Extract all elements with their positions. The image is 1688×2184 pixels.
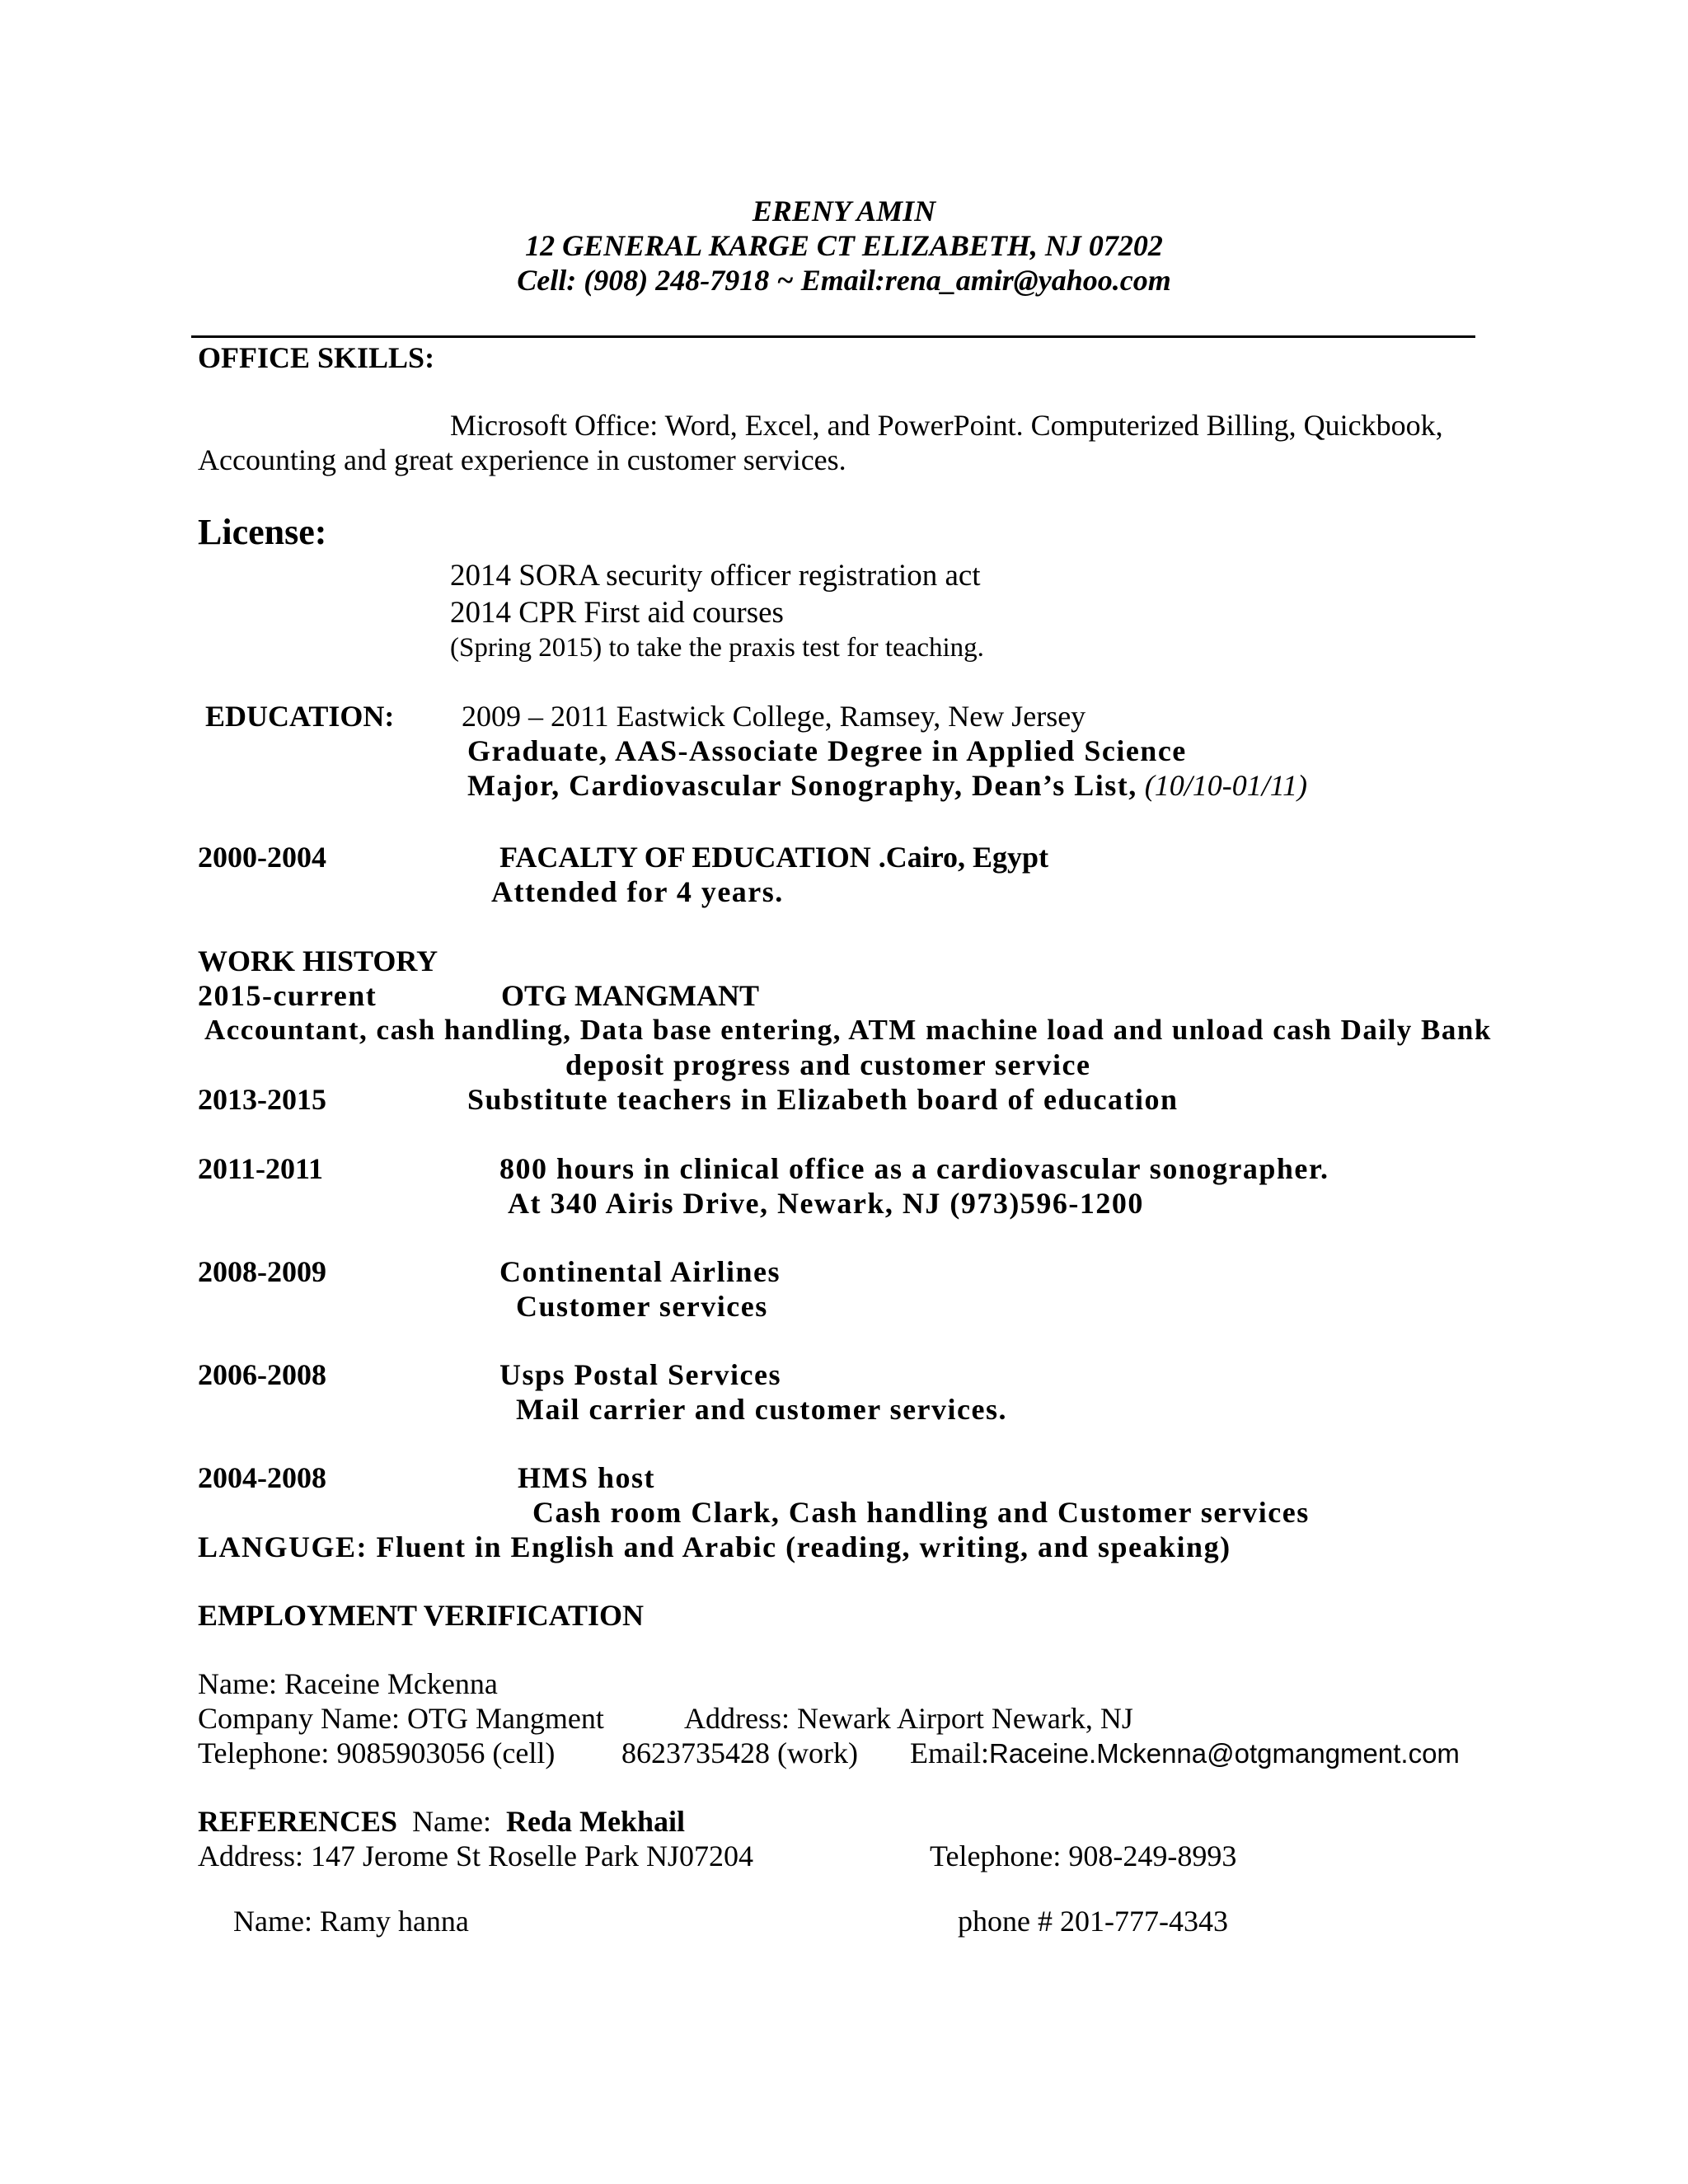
job-title: 800 hours in clinical office as a cardiovascular sonographer. [499,1152,1329,1185]
education-heading: EDUCATION: [205,700,395,733]
references-telephone: Telephone: 908-249-8993 [930,1840,1237,1872]
education-major-dates: (10/10-01/11) [1144,769,1308,802]
job-detail: Mail carrier and customer services. [516,1393,1007,1426]
education-school-2: FACALTY OF EDUCATION .Cairo, Egypt [499,841,1049,874]
job-detail: Accountant, cash handling, Data base entering, ATM machine load and unload cash Daily Bank [204,1014,1492,1046]
employment-telephone: Telephone: 9085903056 (cell) [198,1736,556,1769]
employment-email-label: Email: [910,1736,989,1769]
employment-company: Company Name: OTG Mangment [198,1702,604,1735]
license-heading: License: [198,512,327,552]
office-skills-line-2: Accounting and great experience in customer services. [198,443,846,476]
job-detail: Customer services [516,1290,768,1323]
references-line [198,1807,685,1836]
education-major: Major, Cardiovascular Sonography, Dean’s List, [467,769,1137,802]
job-years: 2015-current [198,979,377,1012]
license-item: 2014 CPR First aid courses [450,596,784,630]
job-years: 2004-2008 [198,1461,326,1494]
education-attended: Attended for 4 years. [491,875,784,908]
applicant-name: ERENY AMIN [752,194,936,227]
job-title: Substitute teachers in Elizabeth board of education [467,1083,1179,1116]
employment-heading: EMPLOYMENT VERIFICATION [198,1599,645,1632]
references-name-label: Name: [412,1805,492,1838]
education-degree: Graduate, AAS-Associate Degree in Applied Science [467,734,1187,767]
employment-email: Raceine.Mckenna@otgmangment.com [988,1738,1460,1769]
applicant-address: 12 GENERAL KARGE CT ELIZABETH, NJ 07202 [525,229,1163,262]
job-years: 2013-2015 [198,1083,326,1116]
job-years: 2006-2008 [198,1358,326,1391]
references-address: Address: 147 Jerome St Roselle Park NJ07204 [198,1840,753,1872]
work-history-heading: WORK HISTORY [198,944,438,977]
office-skills-line-1: Microsoft Office: Word, Excel, and PowerPoint. Computerized Billing, Quickbook, [450,409,1443,442]
job-detail: Cash room Clark, Cash handling and Customer services [532,1496,1310,1529]
license-item: 2014 SORA security officer registration act [450,559,981,593]
employment-address: Address: Newark Airport Newark, NJ [684,1702,1133,1735]
education-major-line [467,771,1307,800]
employment-email-line [910,1738,1460,1768]
references-heading: REFERENCES [198,1805,398,1838]
references-phone-2: phone # 201-777-4343 [958,1905,1228,1938]
license-item: (Spring 2015) to take the praxis test for teaching. [450,633,984,663]
language: LANGUGE: Fluent in English and Arabic (reading, writing, and speaking) [198,1530,1231,1563]
job-detail: At 340 Airis Drive, Newark, NJ (973)596-1200 [508,1187,1144,1220]
applicant-contact: Cell: (908) 248-7918 ~ Email:rena_amir@yahoo.com [517,264,1171,297]
job-title: Usps Postal Services [499,1358,781,1391]
job-detail: deposit progress and customer service [565,1048,1091,1081]
education-dates: 2009 – 2011 Eastwick College, Ramsey, New Jersey [462,700,1086,733]
job-years: 2008-2009 [198,1255,326,1288]
office-skills-heading: OFFICE SKILLS: [198,341,435,374]
job-years: 2011-2011 [198,1152,324,1185]
employment-work-phone: 8623735428 (work) [621,1736,858,1769]
job-title: HMS host [518,1461,656,1494]
job-title: OTG MANGMANT [501,979,759,1012]
employment-name: Name: Raceine Mckenna [198,1667,498,1700]
education-years-2: 2000-2004 [198,841,326,874]
references-name-2: Name: Ramy hanna [233,1905,469,1938]
references-name: Reda Mekhail [506,1805,686,1838]
header-divider [191,335,1475,338]
job-title: Continental Airlines [499,1255,781,1288]
